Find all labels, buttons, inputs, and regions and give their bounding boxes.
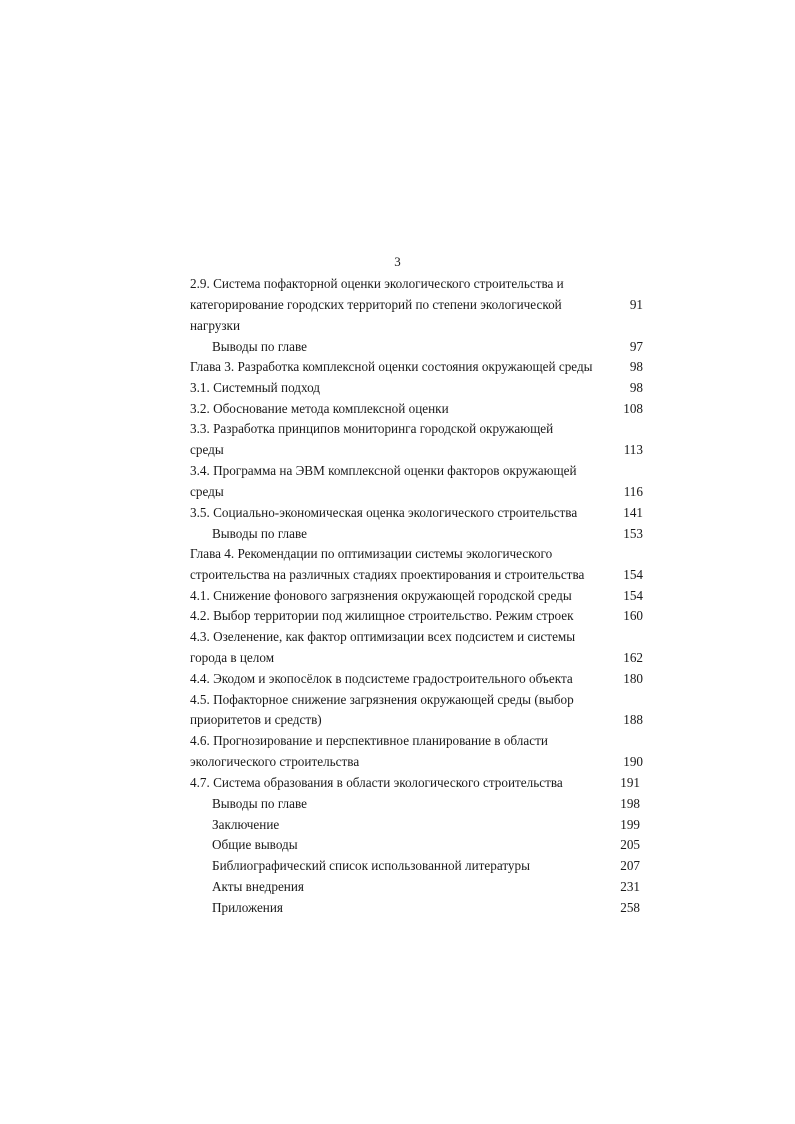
toc-entry-4-6-line-1: 4.6. Прогнозирование и перспективное планирование в области	[190, 733, 548, 748]
toc-page-4-7: 191	[620, 775, 640, 790]
toc-entry-appendices: Приложения	[212, 900, 283, 915]
toc-page-chapter-4: 154	[623, 567, 643, 582]
toc-entry-conclusions-ch3: Выводы по главе	[212, 526, 307, 541]
toc-page-bibliography: 207	[620, 858, 640, 873]
toc-entry-conclusion: Заключение	[212, 817, 280, 832]
toc-page-3-1: 98	[629, 380, 643, 395]
toc-entry-2-9-line-3: нагрузки	[190, 318, 241, 333]
toc-page-3-3: 113	[623, 442, 643, 457]
toc-entry-3-5: 3.5. Социально-экономическая оценка экологического строительства	[190, 505, 578, 520]
toc-page-4-1: 154	[623, 588, 643, 603]
toc-entry-2-9-line-2: категорирование городских территорий по степени экологической	[190, 297, 562, 312]
toc-page-4-4: 180	[623, 671, 643, 686]
toc-entry-4-7: 4.7. Система образования в области экологического строительства	[190, 775, 563, 790]
toc-entry-3-4-line-2: среды	[190, 484, 224, 499]
toc-entry-3-2: 3.2. Обоснование метода комплексной оценки	[190, 401, 449, 416]
toc-entry-conclusions-ch2: Выводы по главе	[212, 339, 307, 354]
toc-entry-general-conclusions: Общие выводы	[212, 837, 298, 852]
toc-page-3-2: 108	[623, 401, 643, 416]
page-number: 3	[394, 254, 401, 269]
toc-entry-4-3-line-1: 4.3. Озеленение, как фактор оптимизации всех подсистем и системы	[190, 629, 576, 644]
toc-entry-4-5-line-2: приоритетов и средств)	[190, 712, 322, 727]
toc-entry-4-1: 4.1. Снижение фонового загрязнения окружающей городской среды	[190, 588, 572, 603]
toc-page-implementation-acts: 231	[620, 879, 640, 894]
toc-entry-3-3-line-1: 3.3. Разработка принципов мониторинга городской окружающей	[190, 421, 554, 436]
toc-entry-chapter-3: Глава 3. Разработка комплексной оценки состояния окружающей среды	[190, 359, 593, 374]
toc-entry-4-4: 4.4. Экодом и экопосёлок в подсистеме градостроительного объекта	[190, 671, 573, 686]
toc-page-2-9: 91	[629, 297, 643, 312]
toc-page-conclusions-ch4: 198	[620, 796, 640, 811]
toc-entry-4-3-line-2: города в целом	[190, 650, 275, 665]
toc-page-general-conclusions: 205	[620, 837, 640, 852]
toc-entry-4-2: 4.2. Выбор территории под жилищное строительство. Режим строек	[190, 608, 574, 623]
toc-entry-chapter-4-line-1: Глава 4. Рекомендации по оптимизации системы экологического	[190, 546, 553, 561]
toc-entry-bibliography: Библиографический список использованной литературы	[212, 858, 530, 873]
toc-entry-3-4-line-1: 3.4. Программа на ЭВМ комплексной оценки факторов окружающей	[190, 463, 577, 478]
toc-page-3-5: 141	[623, 505, 643, 520]
toc-page-conclusions-ch3: 153	[623, 526, 643, 541]
toc-entry-implementation-acts: Акты внедрения	[212, 879, 304, 894]
toc-page-conclusion: 199	[620, 817, 640, 832]
toc-page-4-2: 160	[623, 608, 643, 623]
toc-entry-chapter-4-line-2: строительства на различных стадиях проектирования и строительства	[190, 567, 585, 582]
toc-page-4-6: 190	[623, 754, 643, 769]
toc-page-3-4: 116	[623, 484, 643, 499]
toc-page-appendices: 258	[620, 900, 640, 915]
toc-page-4-5: 188	[623, 712, 643, 727]
toc-entry-3-3-line-2: среды	[190, 442, 224, 457]
toc-page-chapter-3: 98	[629, 359, 643, 374]
toc-entry-4-5-line-1: 4.5. Пофакторное снижение загрязнения окружающей среды (выбор	[190, 692, 574, 707]
toc-entry-conclusions-ch4: Выводы по главе	[212, 796, 307, 811]
toc-entry-2-9-line-1: 2.9. Система пофакторной оценки экологического строительства и	[190, 276, 564, 291]
toc-page-4-3: 162	[623, 650, 643, 665]
toc-entry-4-6-line-2: экологического строительства	[190, 754, 360, 769]
toc-entry-3-1: 3.1. Системный подход	[190, 380, 321, 395]
toc-page-conclusions-ch2: 97	[629, 339, 643, 354]
